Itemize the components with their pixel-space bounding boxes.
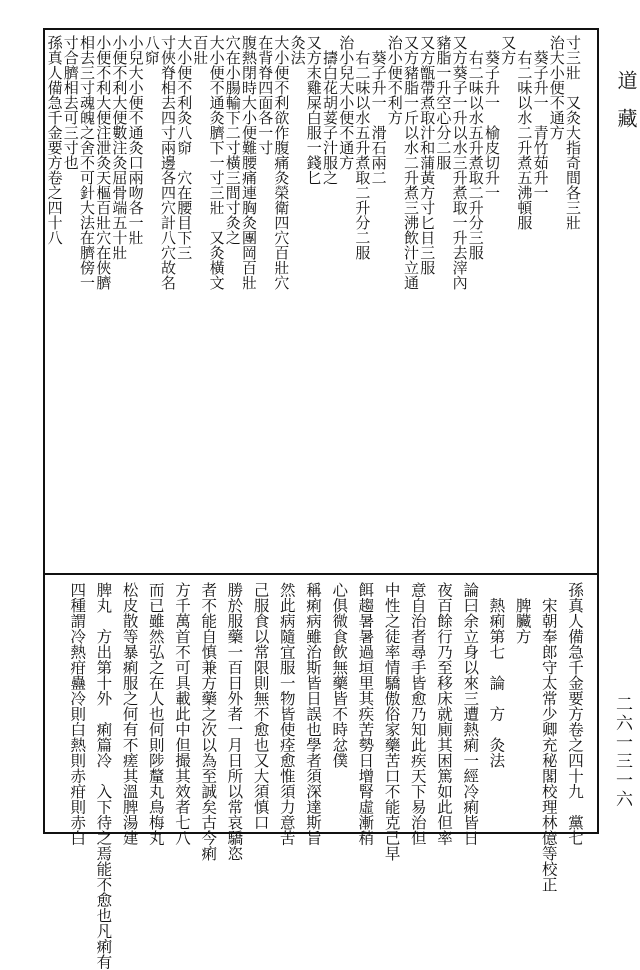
- upper-text-column: 灸法: [288, 35, 307, 65]
- lower-text-column: 四種謂冷熱疳蠱冷則白熱則赤疳則赤白: [68, 582, 87, 846]
- page-number: 二六一三一六: [612, 695, 632, 809]
- lower-text-column: 孫真人備急千金要方卷之四十九 黨七: [566, 582, 584, 846]
- lower-text-column: 中性之徒率情驕傲俗家藥苦口不能克己早: [382, 582, 401, 861]
- upper-text-column: 大小便不利灸八窌 穴在腰目下三: [175, 35, 194, 260]
- upper-text-column: 又方豬脂一斤以水二升煮三沸飲汁立通: [402, 35, 420, 290]
- upper-text-column: 寸俠脊相去四寸兩邊各四穴計八穴故名: [159, 35, 177, 290]
- upper-text-column: 擣白花胡荽子汁服之: [321, 35, 339, 185]
- lower-text-column: 脾臟方: [513, 582, 532, 644]
- lower-text-column: 勝於服藥一百日外者一月日所以常哀驕恣: [225, 582, 244, 861]
- upper-text-column: 右二味以水五升煮取二升分二服: [353, 35, 372, 260]
- lower-text-column: 論曰余立身以來三遭熱痢一經冷痢皆日: [461, 582, 480, 846]
- upper-text-column: 又方葵子一升以水三升煮取一升去滓內: [450, 35, 469, 290]
- upper-text-column: 在背脊四面各一寸: [256, 35, 275, 155]
- upper-text-column: 治大小便不通方: [547, 35, 566, 140]
- upper-text-column: 治小便不利方: [385, 35, 404, 125]
- lower-text-column: 然此病隨宜服一物皆使痊愈惟須力意苦: [277, 582, 296, 846]
- upper-text-column: 八窌: [142, 35, 161, 65]
- upper-text-column: 小便不利大便數注灸屈骨端五十壯: [110, 35, 129, 260]
- upper-text-column: 孫真人備急千金要方卷之四十八: [45, 35, 64, 245]
- upper-text-column: 百壯: [191, 35, 210, 65]
- collection-label: 道藏: [614, 70, 638, 146]
- upper-text-column: 又方: [499, 35, 518, 65]
- upper-text-column: 葵子升一 榆皮切升一: [483, 35, 501, 200]
- upper-text-column: 穴在小腸輸下二寸橫三間寸灸之: [223, 35, 242, 245]
- upper-text-column: 相去三寸魂魄之舍不可針大法在臍傍一: [78, 35, 96, 290]
- section-divider: [43, 573, 599, 575]
- lower-text-column: 稱痢病雖治斯皆日誤也學者須深達斯旨: [304, 582, 322, 846]
- upper-text-column: 大小便不通灸臍下一寸三壯 又灸橫文: [207, 35, 226, 290]
- lower-text-column: 宋朝奉郎守太常少卿充秘閣校理林億等校正: [539, 582, 558, 892]
- lower-text-column: 己服食以常限則無不愈也又大須慎口: [251, 582, 270, 830]
- upper-text-column: 治小兒大小便不通方: [337, 35, 356, 170]
- lower-text-column: 夜百餘行乃至移床就廁其困篤如此但率: [435, 582, 453, 846]
- lower-text-column: 者不能自慎兼方藥之次以為至誠矣古今痢: [199, 582, 218, 861]
- lower-text-column: 熱痢第七 論 方 灸法: [487, 582, 506, 768]
- upper-text-column: 小便不利大便注泄灸天樞百壯穴在俠臍: [94, 35, 113, 290]
- upper-text-column: 右二味以水二升煮五沸頓服: [515, 35, 534, 230]
- lower-text-column: 方千萬首不可具載此中但撮其效者七八: [173, 582, 191, 846]
- upper-text-column: 小兒大小便不通灸口兩吻各一壯: [126, 35, 145, 245]
- upper-text-column: 寸三壯 又灸大指奇間各三壯: [564, 35, 582, 230]
- upper-text-column: 又方甑帶煮取汁和蒲黃方寸匕日三服: [418, 35, 437, 275]
- upper-text-column: 腹熱閉時大小便難腰痛連胸灸團岡百壯: [240, 35, 258, 290]
- upper-text-column: 葵子升一 青竹茹升一: [531, 35, 550, 200]
- lower-text-column: 餌趨暑暑過垣里其疾苦勢日增腎虛漸稍: [356, 582, 375, 846]
- lower-text-column: 而已雖然弘之在人也何則陟釐丸鳥梅丸: [146, 582, 165, 846]
- lower-text-column: 意自治者尋手皆愈乃知此疾天下易治但: [408, 582, 427, 846]
- upper-text-column: 大小便不利欲作腹痛灸榮衛四穴百壯穴: [272, 35, 291, 290]
- lower-text-column: 心俱微食飲無藥皆不時忿僕: [330, 582, 349, 768]
- lower-text-column: 松皮散等暴痢服之何有不瘥其溫脾湯建: [120, 582, 139, 846]
- lower-text-column: 脾丸 方出第十外 痢篇冷 入下待之焉能不愈也凡痢有: [94, 582, 113, 970]
- upper-text-column: 寸合臍相去可三寸也: [61, 35, 80, 170]
- upper-text-column: 又方末雞屎白服一錢匕: [304, 35, 323, 185]
- upper-text-column: 右二味以水五升煮取二升分三服: [466, 35, 485, 260]
- upper-text-column: 葵子升一 滑石兩二: [369, 35, 388, 185]
- upper-text-column: 豬脂一升空心分二服: [434, 35, 453, 170]
